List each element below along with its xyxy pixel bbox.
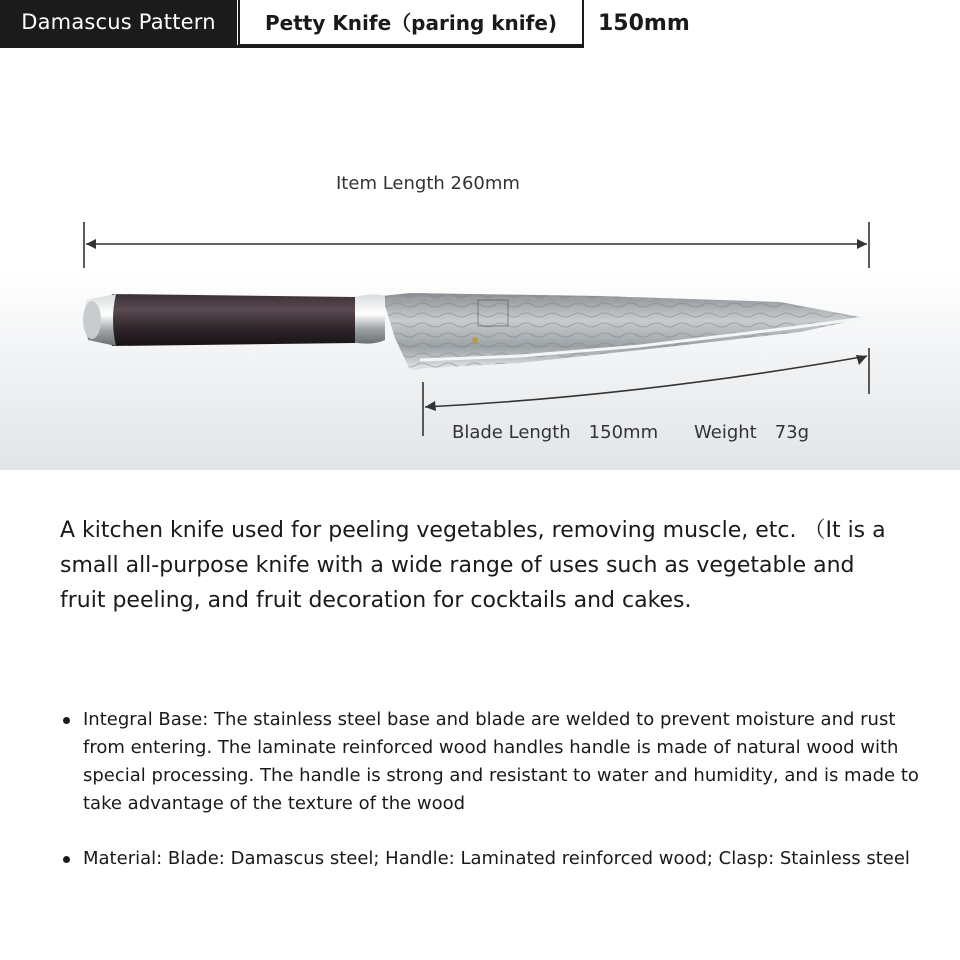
product-size: 150mm [598,11,690,36]
feature-text: Material: Blade: Damascus steel; Handle: Laminated reinforced wood; Clasp: Stainless steel [83,848,910,869]
item-length-dimension [84,222,869,268]
product-description: A kitchen knife used for peeling vegetables, removing muscle, etc. （It is a small all-purpose knife with a wide range of uses such as vegetable and fruit peeling, and fruit decoration for cocktails and cakes. [60,518,886,613]
bullet-icon [63,717,70,724]
category-tag: Damascus Pattern [0,0,237,45]
bullet-icon [63,856,70,863]
page-header [0,0,960,48]
list-item [60,706,920,818]
feature-text: Integral Base: The stainless steel base and blade are welded to prevent moisture and rust from entering. The laminate reinforced wood handles handle is made of natural wood with special processing. The handle is strong and resistant to water and humidity, and is made to take advantage of the texture of the wood [83,709,919,814]
product-name-tag: Petty Knife（paring knife) [238,0,584,46]
header-divider [0,45,584,48]
blade-length-label: Blade Length 150mm [452,422,659,443]
weight-label: Weight 73g [694,422,810,443]
item-length-label: Item Length 260mm [336,173,520,194]
feature-list [60,706,920,873]
knife-dimension-figure [0,160,960,470]
list-item [60,845,920,873]
